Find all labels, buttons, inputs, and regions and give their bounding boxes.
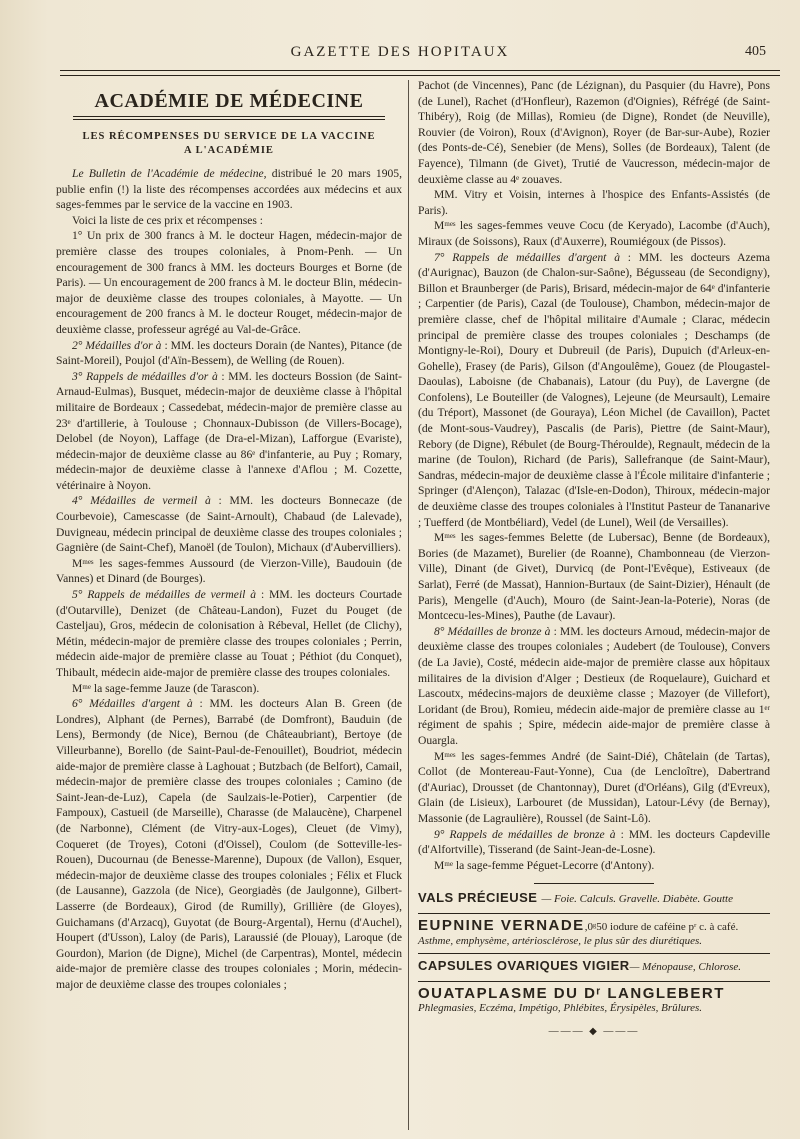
paragraph bbox=[56, 213, 402, 229]
paragraph-text: : MM. les docteurs Bonnecaze (de Courbevoie), Camescasse (de Saint-Arnoult), Chabaud (de Lalevade), Duvigneau, médecin principal de deuxième classe des troupes coloniales ; Gagnière (de Saint-Chef), Manoël (de Toulon), Michaux (d'Aubervilliers). bbox=[56, 494, 402, 555]
paragraph bbox=[418, 858, 770, 874]
subhead-line-2: A L'ACADÉMIE bbox=[184, 145, 274, 156]
end-ornament: ——— ◆ ——— bbox=[548, 1026, 640, 1038]
journal-title: GAZETTE DES HOPITAUX bbox=[290, 44, 510, 60]
ad-ouataplasme-sub: Phlegmasies, Eczéma, Impétigo, Phlébites, Érysipèles, Brûlures. bbox=[418, 1002, 703, 1015]
ad-capsules-head: CAPSULES OVARIQUES VIGIER bbox=[418, 958, 630, 974]
ad-eupnine-head: EUPNINE VERNADE bbox=[418, 917, 585, 935]
paragraph-text: : MM. les docteurs Alan B. Green (de Londres), Alphant (de Pernes), Barrabé (de Domfront), Bauduin (de Lens), Bermondy (de Nice), Bernou (de Châteaubriant), Bertoye (de Villeurbanne), Borello (de Saint-Paul-de-Fenouillet), Boudriot, médecin aide-major de première classe à Laghouat ; Butzbach (de Belfort), Camail, médecin-major de première classe des troupes coloniales ; Camino (de Saint-Jean-de-Luz), Capela (de Saulzais-le-Potier), Carpentier (de Fampoux), Castueil (de Marseille), Charasse (de Malaucène), Charpenel (de Narbonne), Clément (de Vitry-aux-Loges), Cleuet (de Vimy), Coqueret (de Troyes), Cotoni (d'Oissel), Coulom (de Sotteville-les-Rouen), Ducournau (de Benesse-Marenne), Dupoux (de Vallon), Esquer, médecin-major de deuxième classe des troupes coloniales ; Félix et Fluck (de Lausanne), Gazzola (de Nice), Georgiadès (de Jaulgonne), Gilbert-Lasserre (de Bordeaux), Girod (de Rumilly), Grillière (de Gloyes), Guichamans (d'Arzacq), Guyotat (de Bourg-Argental), Hernu (d'Auchel), Houpert (d'Usson), Laloy (de Paris), Laraussié (de Plouay), Laroque (de Gourdon), Marion (de Digne), Michel (de Carpentras), Montel, médecin aide-major de première classe des troupes coloniales ; Morin, médecin-major de deuxième classe des troupes coloniales ; bbox=[56, 697, 402, 991]
section-title: ACADÉMIE DE MÉDECINE bbox=[94, 90, 364, 112]
paragraph-text: 1° Un prix de 300 francs à M. le docteur Hagen, médecin-major de première classe des troupes coloniales, à Pnom-Penh. — Un encouragement de 300 francs à MM. les docteurs Bourges et Borne (de Paris). — Un encouragement de 200 francs à M. le docteur Blin, médecin-major de deuxième classe des troupes coloniales, à Mayotte. — Un encouragement de 200 francs à M. le docteur Rouget, médecin-major de deuxième classe, professeur agrégé au Val-de-Grâce. bbox=[56, 229, 402, 336]
paragraph bbox=[418, 530, 770, 624]
paragraph bbox=[418, 827, 770, 858]
paragraph-lead: 3° Rappels de médailles d'or à bbox=[72, 369, 218, 383]
ad-capsules-tail: — Ménopause, Chlorose. bbox=[629, 961, 742, 974]
paragraph bbox=[56, 369, 402, 494]
ad-vals-tail: — Foie. Calculs. Gravelle. Diabète. Goutte bbox=[541, 893, 733, 906]
header-rule bbox=[60, 70, 780, 76]
ad-capsules bbox=[418, 958, 770, 975]
paragraph-lead: 2° Médailles d'or à bbox=[72, 338, 162, 352]
paragraph-lead: 8° Médailles de bronze à bbox=[434, 624, 551, 638]
paragraph-text: distribué le 20 mars 1905, publie enfin (!) la liste des récompenses accordées aux médecins et aux sages-femmes par le service de la vaccine en 1903. bbox=[56, 167, 402, 212]
paragraph-lead: 9° Rappels de médailles de bronze à bbox=[434, 827, 616, 841]
paragraph bbox=[56, 681, 402, 697]
paragraph-text: : MM. les docteurs Dorain (de Nantes), Pitance (de Saint-Moreil), Poujol (d'Aïn-Bessem), de Welling (de Rouen). bbox=[56, 338, 403, 368]
paragraph-lead: Le Bulletin de l'Académie de médecine, bbox=[72, 167, 267, 180]
paragraph bbox=[418, 187, 770, 218]
paragraph bbox=[56, 228, 402, 337]
paragraph-text: Mᵐᵉˢ les sages-femmes Aussourd (de Vierzon-Ville), Baudouin (de Vannes) et Dinard (de Bourges). bbox=[56, 556, 402, 586]
ad-rule bbox=[418, 953, 770, 954]
subhead-line-1: LES RÉCOMPENSES DU SERVICE DE LA VACCINE bbox=[82, 131, 376, 142]
ad-separator bbox=[534, 883, 654, 884]
paragraph bbox=[56, 338, 402, 369]
right-column bbox=[418, 78, 770, 1037]
paragraph-text: Pachot (de Vincennes), Panc (de Lézignan), du Pasquier (du Havre), Pons (de Lunel), Rachet (d'Honfleur), Razemon (d'Oignies), Réfrégé (de Saint-Thibéry), Roig (de Millas), Romieu (de Digne), Rondet (de Neuville), Rouvier (de Voiron), Roux (d'Avignon), Royer (de Bar-sur-Aube), Rozier (des Ponts-de-Cé), Senebier (de Mens), Solles (de Bordeaux), Talent (de Fayence), Tilmann (de Givet), Trutié de Vaucresson, médecin-major de deuxième classe au 4ᵉ zouaves. bbox=[418, 79, 770, 186]
paragraph bbox=[418, 78, 770, 187]
paragraph-lead: 6° Médailles d'argent à bbox=[72, 697, 193, 711]
paragraph-text: : MM. les docteurs Azema (d'Aurignac), Bauzon (de Chalon-sur-Saône), Bégusseau (de Secondigny), Billon et Braunberger (de Paris), Brisard, médecin-major de 64ᵉ d'infanterie ; Carpentier (de Paris), Cazal (de Toulouse), Chambon, médecin-major de première classe, chef de l'hôpital militaire d'Aumale ; Clarac, médecin principal de première classe des troupes coloniales ; Deschamps (de Montigny-le-Roi), Doury et Dubreuil (de Paris), Dupuich (d'Arleux-en-Gohelle), Frasey (de Paris), Gilson (d'Angoulême), Gouez (de Plougastel-Daoulas), Laboisne (de Chabanais), Latour (du Puy), de Lavergne (de Confolens), Le Bouteiller (de Valognes), Lejeune (de Meursault), Lemaire (du Tréport), Massonet (de Gouraya), Léon Michel (de Cavaillon), Pactet (de Mont-sous-Vaudrey), Pascalis (de Paris), Piettre (de Saint-Maur), Rebory (de Digne), Rébulet (de Bourg-Théroulde), Regnault, médecin de la marine (de Toulon), Richard (de Paris), Sallefranque (de Saint-Maur), Sandras, médecin-major de deuxième classe à l'École militaire d'infanterie ; Springer (d'Alençon), Talazac (d'Isle-en-Dodon), Thiroux, médecin-major de deuxième classe des troupes coloniales à l'Institut Pasteur de Tananarive ; Tuefferd (de Montbéliard), Vedel (de Lunel), Weil (de Versailles). bbox=[418, 250, 770, 529]
paragraph bbox=[56, 696, 402, 992]
article-subhead bbox=[56, 130, 402, 158]
paragraph bbox=[418, 250, 770, 531]
paragraph-text: Mᵐᵉˢ les sages-femmes André (de Saint-Dié), Châtelain (de Tartas), Collot (de Montereau-Faut-Yonne), Cua (de Lencloître), Dabertrand (d'Auriac), Drousset (de Chantonnay), Duret (d'Orléans), Gilg (d'Evreux), Glain (de Lisieux), Larbouret (de Mussidan), Latour-Lévy (de Bernay), Massonie (de Lagraulière), Roussel (de Saint-Lô). bbox=[418, 749, 770, 825]
paragraph-lead: 4° Médailles de vermeil à bbox=[72, 494, 211, 508]
paragraph-text: : MM. les docteurs Courtade (d'Outarville), Denizet (de Château-Landon), Fuzet du Pouget (de Casteljau), Gros, médecin de colonisation à Rébeval, Hellet (de Clichy), Métin, médecin-major de première classe des troupes coloniales ; Perrin, médecin aide-major de première classe au Touat ; Péthiot (du Conquet), Thibault, médecin aide-major de première classe des troupes coloniales. bbox=[56, 588, 402, 679]
paragraph-text: : MM. les docteurs Capdeville (d'Alfortville), Tisserand (de Saint-Jean-de-Losne). bbox=[418, 827, 771, 857]
paragraph bbox=[418, 749, 770, 827]
paragraph-text: : MM. les docteurs Bossion (de Saint-Arnaud-Eulmas), Busquet, médecin-major de deuxième classe à l'hôpital militaire de Bordeaux ; Cassedebat, médecin-major de première classe au 23ᵉ d'artillerie, à Toulouse ; Chonnaux-Dubisson (de Villers-Bocage), Delobel (de Noyon), Laffage (de Dra-el-Mizan), Lafforgue (Evariste), médecin-major de deuxième classe au 86ᵉ d'infanterie, au Puy ; Romary, médecin-major de deuxième classe à l'annexe d'Aflou ; M. Cozette, vétérinaire à Noyon. bbox=[56, 369, 402, 492]
paragraph-lead: 7° Rappels de médailles d'argent à bbox=[434, 250, 620, 264]
ad-eupnine-tail: ,0ᵍ50 iodure de caféine pʳ c. à café. bbox=[584, 921, 739, 934]
paragraph-text: Mᵐᵉ la sage-femme Jauze (de Tarascon). bbox=[72, 681, 260, 695]
title-rule bbox=[73, 116, 384, 120]
paragraph-text: : MM. les docteurs Arnoud, médecin-major de deuxième classe des troupes coloniales ; Audebert (de Toulouse), Convers (de La Javie), Costé, médecin aide-major de première classe aux hôpitaux militaires de la division d'Alger ; Destieux (de Roquelaure), Guichard et Lascoutx, médecins-majors de deuxième classe ; Mazoyer (de Villefort), Loridant (de Brou), Romieu, médecin aide-major de première classe au 1ᵉʳ régiment de spahis ; Spire, médecin aide-major de première classe à Ouargla. bbox=[418, 624, 770, 747]
ad-ouataplasme bbox=[418, 986, 770, 1002]
paragraph bbox=[56, 556, 402, 587]
page-number: 405 bbox=[745, 44, 766, 59]
paragraph-text: MM. Vitry et Voisin, internes à l'hospice des Enfants-Assistés (de Paris). bbox=[418, 188, 770, 217]
paragraph bbox=[56, 493, 402, 555]
paragraph-text: Mᵐᵉˢ les sages-femmes veuve Cocu (de Keryado), Lacombe (d'Auch), Miraux (de Soissons), Raux (d'Auxerre), Roumiégoux (de Pissos). bbox=[418, 219, 770, 248]
ad-ouataplasme-head: OUATAPLASME DU Dʳ LANGLEBERT bbox=[418, 985, 725, 1003]
paragraph bbox=[56, 587, 402, 681]
running-header bbox=[0, 44, 800, 66]
paragraph-text: Mᵐᵉ la sage-femme Péguet-Lecorre (d'Antony). bbox=[434, 858, 655, 872]
ad-vals bbox=[418, 890, 770, 907]
paragraph-lead: 5° Rappels de médailles de vermeil à bbox=[72, 588, 257, 602]
ad-rule bbox=[418, 913, 770, 914]
ad-eupnine-sub: Asthme, emphysème, artériosclérose, le plus sûr des diurétiques. bbox=[418, 935, 703, 948]
ad-vals-head: VALS PRÉCIEUSE bbox=[418, 890, 538, 906]
column-divider bbox=[408, 80, 409, 1130]
right-paragraphs bbox=[418, 78, 770, 873]
left-paragraphs bbox=[56, 166, 402, 992]
ad-eupnine bbox=[418, 918, 770, 935]
paragraph bbox=[418, 218, 770, 249]
paragraph-text: Voici la liste de ces prix et récompenses : bbox=[72, 213, 264, 227]
paragraph bbox=[56, 166, 402, 213]
paragraph-text: Mᵐᵉˢ les sages-femmes Belette (de Lubersac), Benne (de Bordeaux), Bories (de Mazamet), Burelier (de Roanne), Chambonneau (de Vierzon-Ville), Dinant (de Givet), Durvicq (de Pont-l'Evêque), Estiveaux (de Sarlat), Ferré (de Massat), Hannion-Burtaux (de Saint-Dizier), Hénault (de Paris), Mengelle (d'Auch), Mouro (de Saint-Jean-la-Poterie), Noras (de Montcecu-les-Mines), Pauthe (de Lavaur). bbox=[418, 531, 770, 623]
left-column bbox=[56, 88, 402, 992]
paragraph bbox=[418, 624, 770, 749]
advertisements bbox=[418, 883, 770, 1037]
ad-rule bbox=[418, 981, 770, 982]
